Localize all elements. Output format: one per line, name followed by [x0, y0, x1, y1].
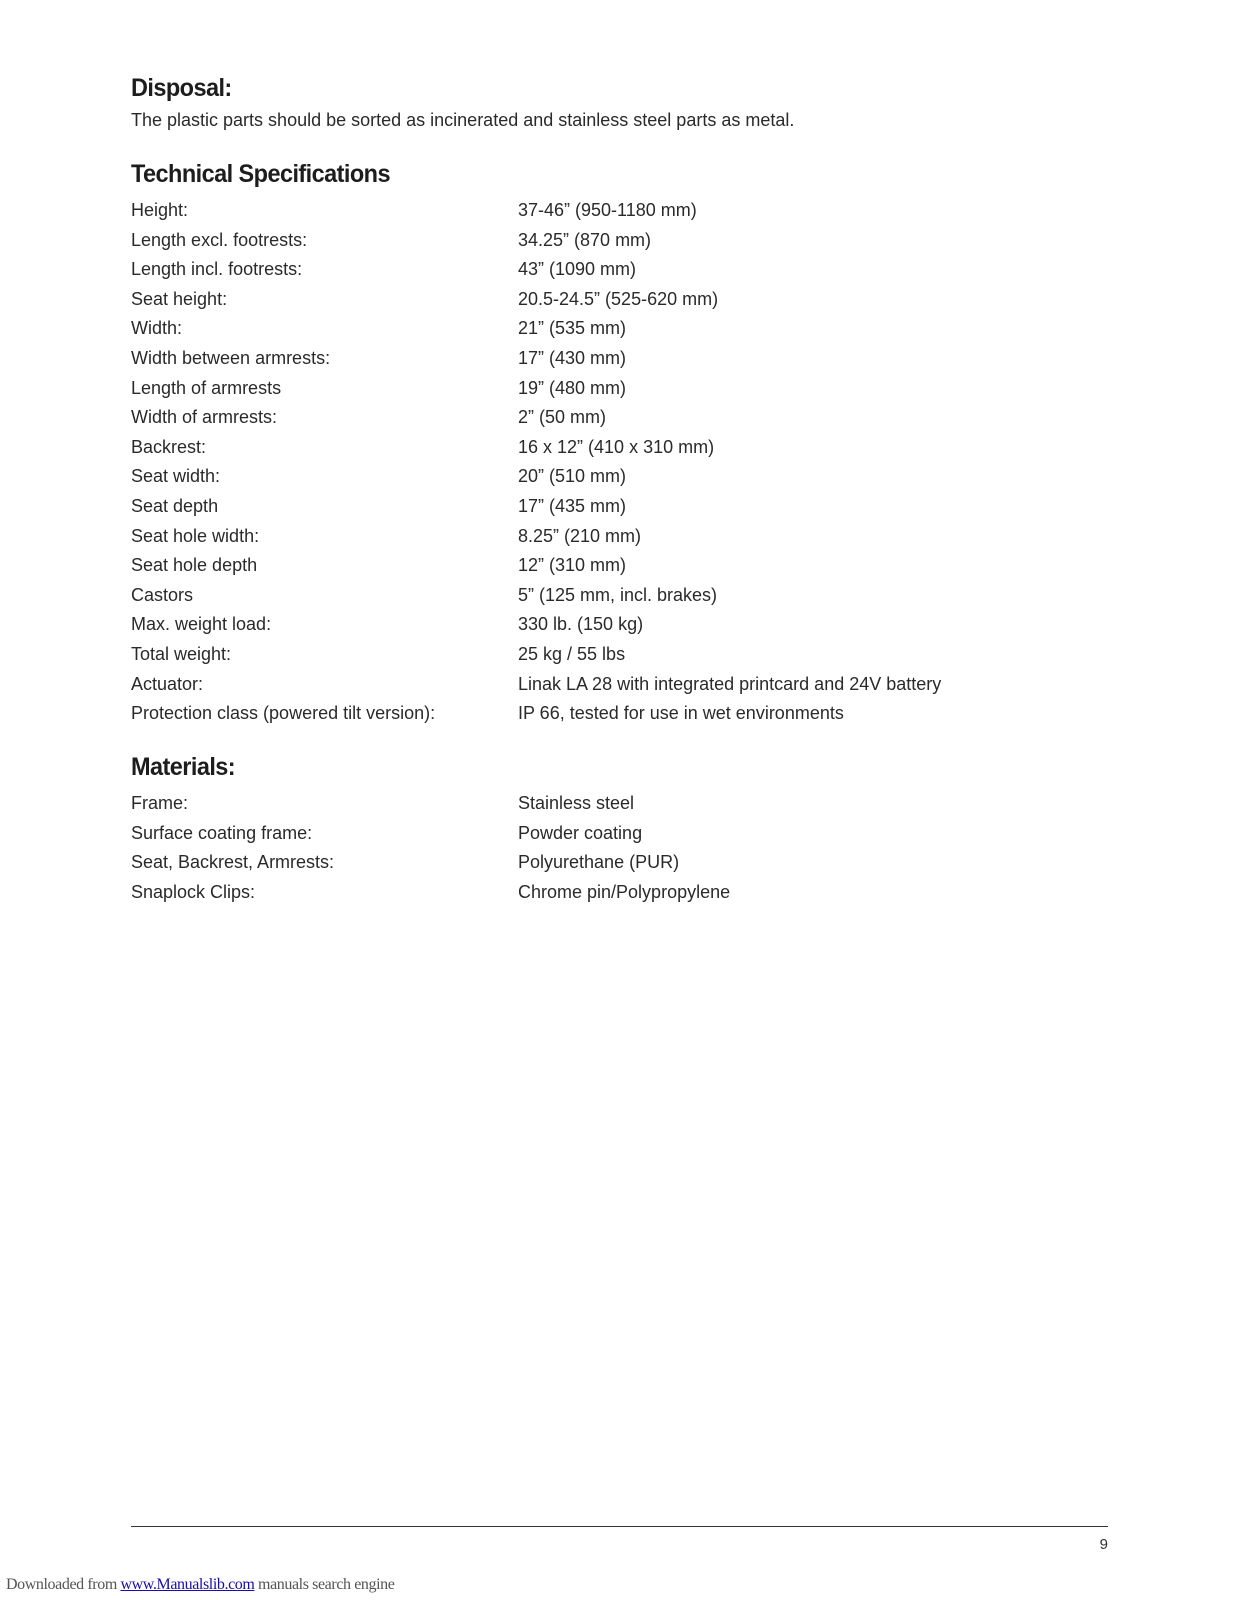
- spec-value: 17” (430 mm): [518, 347, 627, 368]
- spec-row: [131, 554, 1031, 584]
- spec-value: 5” (125 mm, incl. brakes): [518, 584, 718, 605]
- spec-label: Surface coating frame:: [131, 822, 313, 843]
- spec-value: Linak LA 28 with integrated printcard and 24V battery: [518, 673, 942, 694]
- manualslib-link[interactable]: www.Manualslib.com: [120, 1576, 255, 1593]
- spec-label: Seat width:: [131, 466, 221, 487]
- materials-table: [131, 792, 1031, 910]
- spec-label: Seat depth: [131, 495, 219, 516]
- spec-label: Width of armrests:: [131, 407, 278, 428]
- spec-label: Max. weight load:: [131, 614, 272, 635]
- spec-value: 21” (535 mm): [518, 318, 627, 339]
- download-credit: [6, 1576, 394, 1594]
- spec-row: [131, 613, 1031, 643]
- spec-value: 34.25” (870 mm): [518, 229, 652, 250]
- spec-label: Height:: [131, 200, 189, 220]
- disposal-text: The plastic parts should be sorted as incinerated and stainless steel parts as metal.: [131, 110, 795, 130]
- spec-value: Stainless steel: [518, 793, 635, 813]
- spec-label: Width:: [131, 318, 183, 339]
- spec-label: Seat, Backrest, Armrests:: [131, 852, 335, 873]
- spec-label: Protection class (powered tilt version):: [131, 703, 436, 724]
- spec-row: [131, 822, 1031, 852]
- spec-row: [131, 881, 1031, 911]
- technical-specifications-heading: Technical Specifications: [131, 160, 390, 188]
- spec-row: [131, 377, 1031, 407]
- spec-row: [131, 317, 1031, 347]
- spec-row: [131, 288, 1031, 318]
- spec-row: [131, 347, 1031, 377]
- technical-specifications-table: [131, 199, 1031, 732]
- spec-value: 12” (310 mm): [518, 555, 627, 576]
- spec-label: Total weight:: [131, 643, 232, 664]
- spec-row: [131, 406, 1031, 436]
- spec-value: 20” (510 mm): [518, 466, 627, 487]
- spec-row: [131, 851, 1031, 881]
- spec-row: [131, 584, 1031, 614]
- spec-label: Seat hole depth: [131, 555, 258, 576]
- spec-label: Castors: [131, 584, 194, 605]
- spec-row: [131, 465, 1031, 495]
- spec-value: 8.25” (210 mm): [518, 525, 642, 546]
- download-prefix: Downloaded from: [6, 1576, 121, 1593]
- spec-value: 16 x 12” (410 x 310 mm): [518, 436, 715, 457]
- spec-row: [131, 525, 1031, 555]
- spec-row: [131, 673, 1031, 703]
- spec-label: Snaplock Clips:: [131, 881, 256, 902]
- spec-label: Seat hole width:: [131, 525, 260, 546]
- spec-value: 43” (1090 mm): [518, 259, 637, 280]
- spec-row: [131, 258, 1031, 288]
- spec-row: [131, 199, 1031, 229]
- spec-row: [131, 702, 1031, 732]
- spec-value: 330 lb. (150 kg): [518, 614, 644, 635]
- spec-label: Width between armrests:: [131, 347, 331, 368]
- spec-row: [131, 495, 1031, 525]
- spec-value: 37-46” (950-1180 mm): [518, 200, 697, 220]
- spec-label: Length incl. footrests:: [131, 259, 303, 280]
- spec-label: Frame:: [131, 793, 189, 813]
- download-suffix: manuals search engine: [254, 1576, 395, 1593]
- spec-row: [131, 436, 1031, 466]
- spec-row: [131, 643, 1031, 673]
- spec-label: Length excl. footrests:: [131, 229, 308, 250]
- materials-heading: Materials:: [131, 753, 236, 781]
- disposal-heading: Disposal:: [131, 74, 232, 102]
- spec-value: 19” (480 mm): [518, 377, 627, 398]
- spec-label: Actuator:: [131, 673, 204, 694]
- footer-divider: [131, 1526, 1108, 1527]
- spec-value: Chrome pin/Polypropylene: [518, 881, 731, 902]
- spec-value: Polyurethane (PUR): [518, 852, 680, 873]
- spec-label: Seat height:: [131, 288, 228, 309]
- spec-value: IP 66, tested for use in wet environments: [518, 703, 844, 724]
- spec-value: 17” (435 mm): [518, 495, 627, 516]
- spec-value: Powder coating: [518, 822, 643, 843]
- spec-value: 20.5-24.5” (525-620 mm): [518, 288, 719, 309]
- spec-row: [131, 229, 1031, 259]
- page-number: 9: [1099, 1536, 1108, 1553]
- spec-row: [131, 792, 1031, 822]
- spec-label: Length of armrests: [131, 377, 282, 398]
- spec-value: 25 kg / 55 lbs: [518, 643, 626, 664]
- spec-label: Backrest:: [131, 436, 207, 457]
- spec-value: 2” (50 mm): [518, 407, 607, 428]
